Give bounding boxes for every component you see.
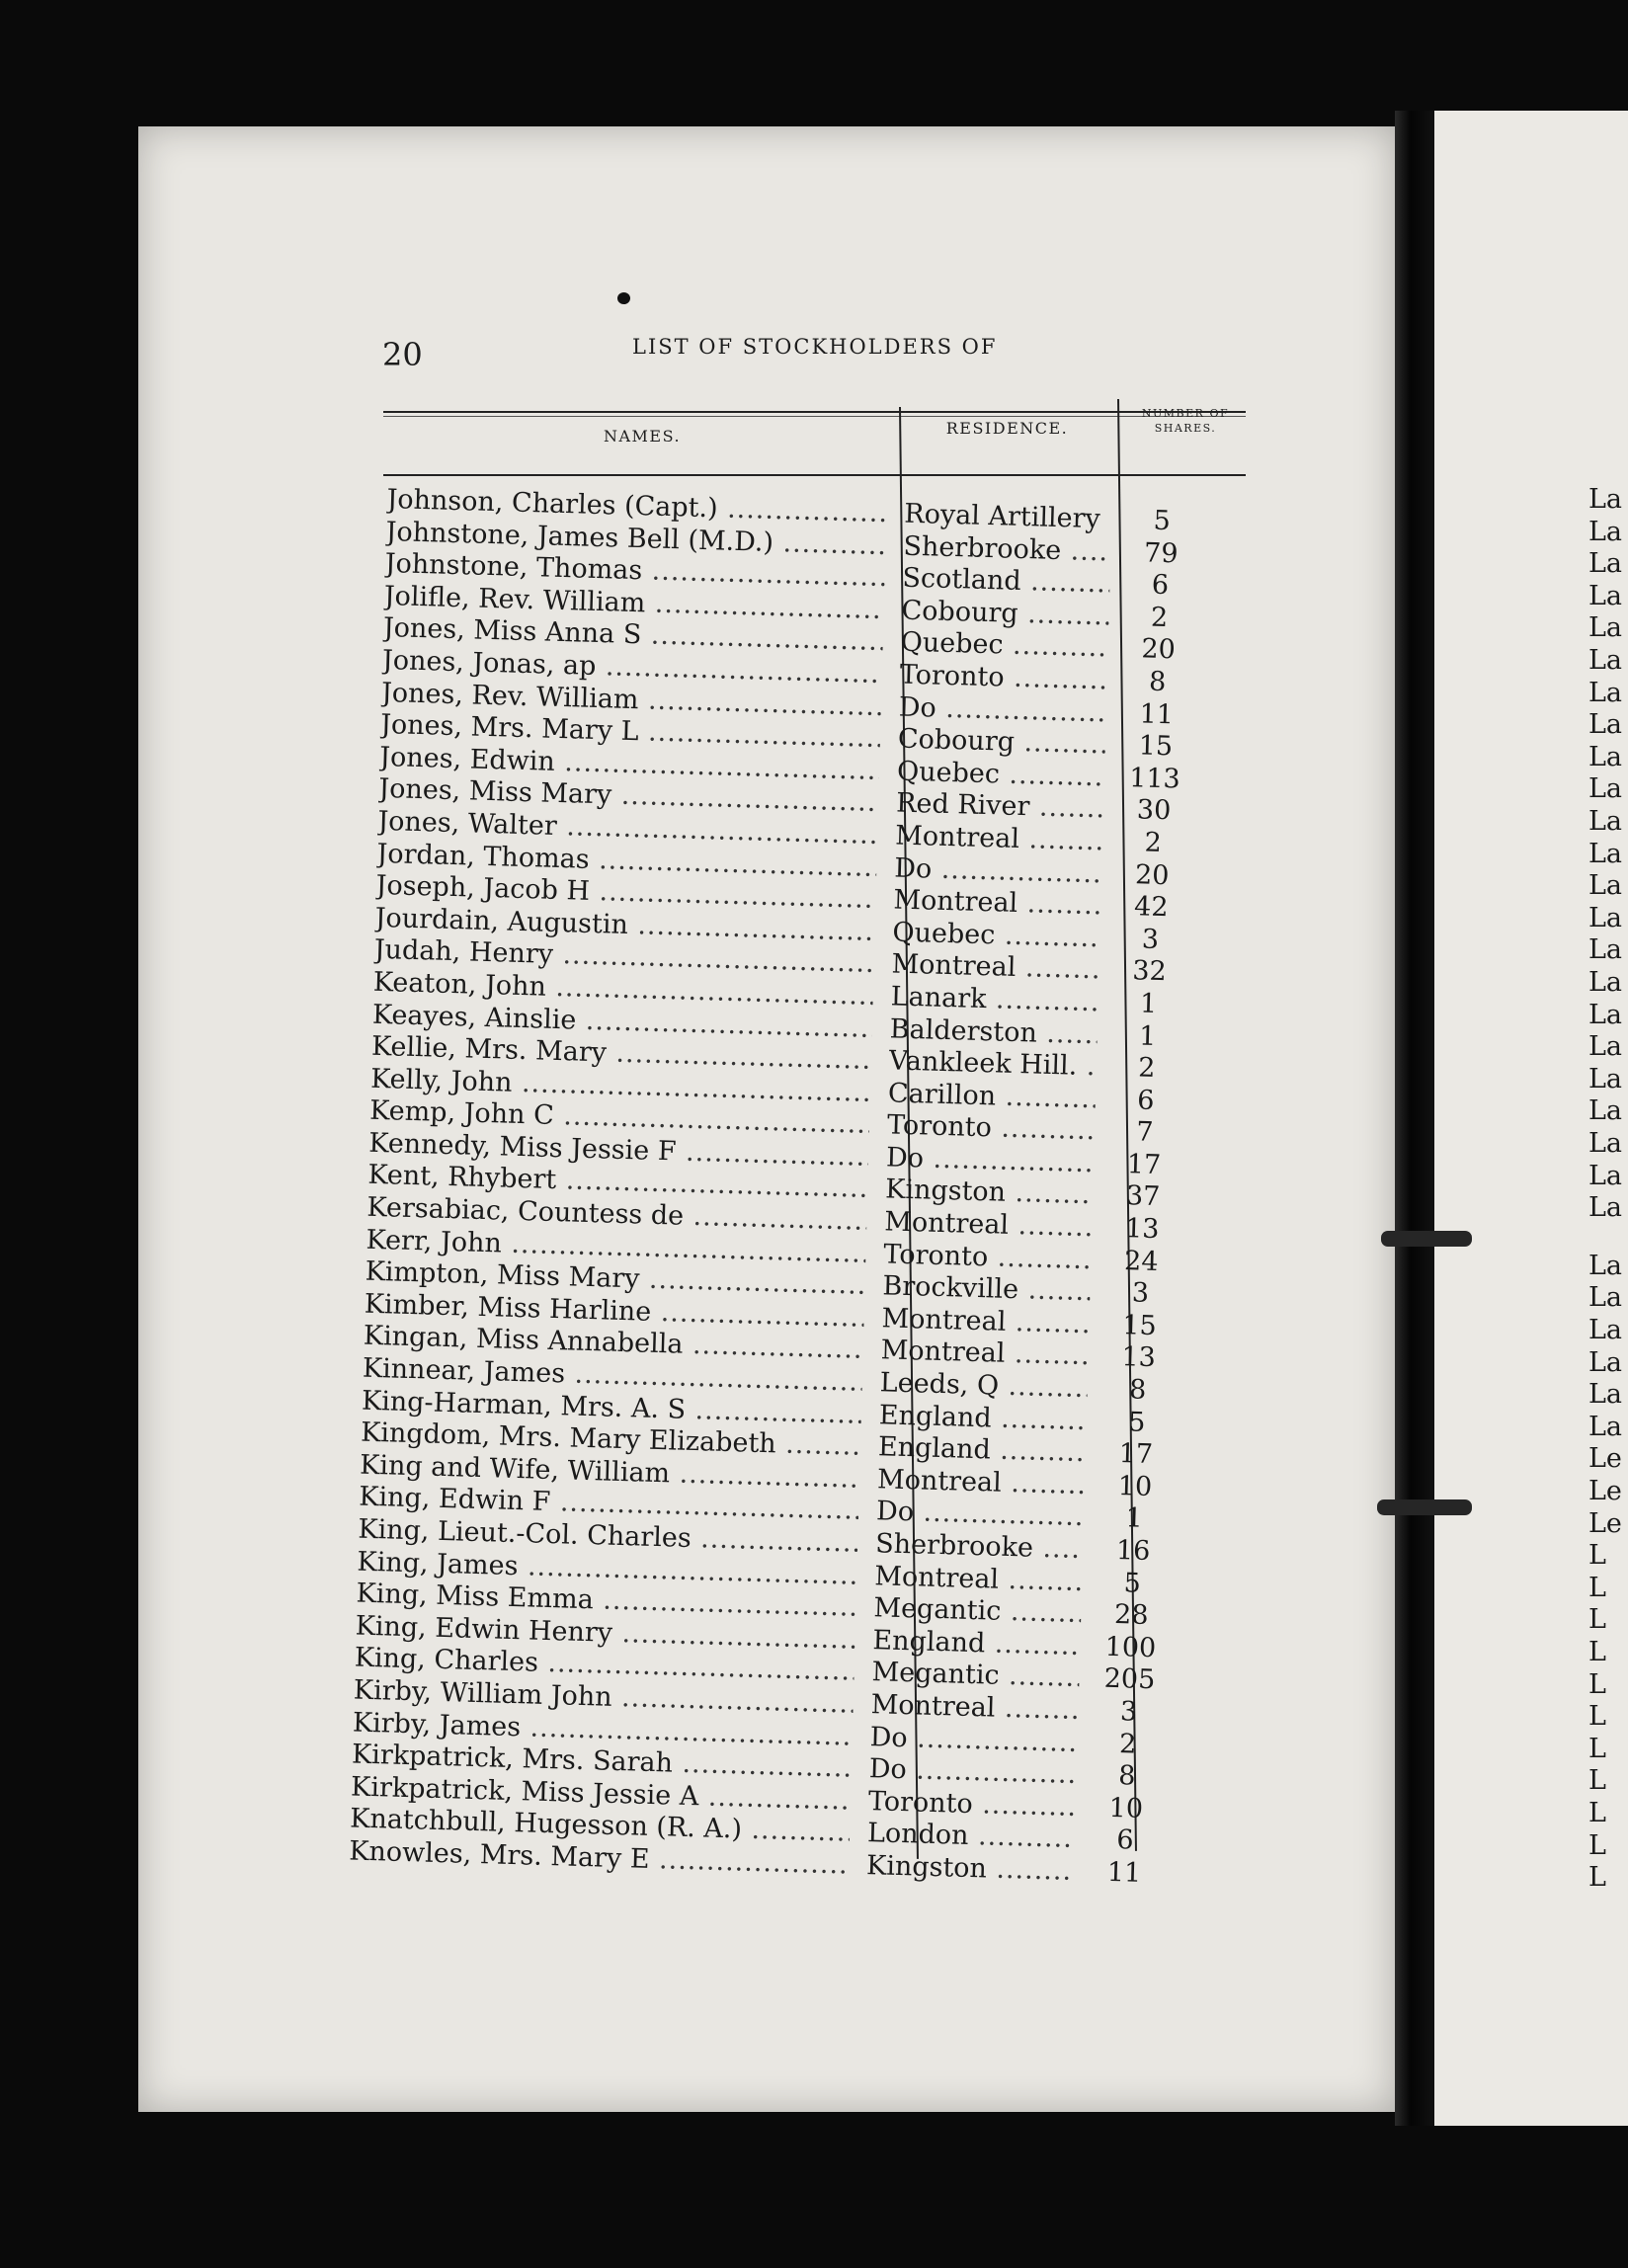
stockholder-name: Johnstone, Thomas ..... [384,548,885,594]
stockholder-name: King-Harman, Mrs. A. S ..... [362,1385,862,1430]
stockholder-shares: 15 [1138,730,1174,763]
right-page-stub: La [1588,1411,1623,1442]
stockholder-name: Kingdom, Mrs. Mary Elizabeth ..... [361,1418,861,1463]
right-page-stub: La [1588,484,1623,515]
right-page-stub: La [1588,1315,1623,1345]
stockholder-shares: 11 [1139,697,1175,730]
stockholder-name: Judah, Henry ..... [373,934,874,980]
stockholder-residence: Montreal ..... [870,1689,1079,1727]
stockholder-name: Keayes, Ainslie ..... [372,999,873,1044]
right-page-stub: La [1588,838,1623,869]
right-page-stub: L [1588,1798,1606,1828]
stockholder-shares: 6 [1151,569,1170,602]
stockholder-residence: Do ..... [894,852,1102,890]
right-page-stub: L [1588,1540,1606,1572]
right-page-stub: La [1588,580,1623,611]
stockholder-name: Kimpton, Miss Mary ..... [365,1256,865,1302]
stockholder-name: Kennedy, Miss Jessie F ..... [368,1128,869,1174]
stockholder-shares: 5 [1123,1567,1142,1599]
column-header-residence: RESIDENCE. [945,419,1069,438]
stockholder-residence: Scotland ..... [902,563,1110,601]
right-page-stub: La [1588,1346,1623,1378]
stockholder-name: Jones, Edwin ..... [379,742,880,787]
stockholder-residence: Do ..... [898,691,1106,729]
stockholder-residence: Megantic ..... [871,1658,1080,1695]
stockholder-name: Johnson, Charles (Capt.) ..... [386,484,887,529]
stockholder-shares: 5 [1153,505,1172,537]
right-page-stub: L [1588,1637,1606,1667]
right-page-stub: Le [1588,1476,1622,1506]
stockholder-residence: Do ..... [876,1497,1085,1534]
column-header-shares-line1: NUMBER OF [1141,407,1230,420]
stockholder-shares: 3 [1141,924,1160,955]
stockholder-shares: 8 [1148,666,1167,698]
stockholder-residence: Toronto ..... [867,1786,1076,1823]
right-page-stub: La [1588,741,1623,772]
stockholder-shares: 6 [1115,1824,1134,1856]
stockholder-name: Kirby, William John ..... [353,1674,854,1720]
stockholder-residence: London ..... [867,1818,1076,1855]
stockholder-name: King, James ..... [357,1546,857,1591]
stockholder-name: Kirkpatrick, Miss Jessie A ..... [351,1771,852,1817]
stockholder-shares: 15 [1121,1309,1158,1341]
stockholder-name: King, Miss Emma ..... [356,1579,856,1624]
ink-spot [617,292,630,304]
right-page-stub: La [1588,806,1623,837]
stockholder-name: Keaton, John ..... [372,967,873,1012]
stockholder-shares: 113 [1128,762,1181,795]
stockholder-shares: 13 [1120,1341,1157,1374]
stockholder-shares: 1 [1138,1019,1157,1052]
stockholder-name: Joseph, Jacob H ..... [375,870,876,916]
right-page-stub: La [1588,934,1623,966]
stockholder-name: Jones, Miss Anna S ..... [382,612,883,658]
stockholder-name: Kersabiac, Countess de ..... [366,1192,867,1238]
right-page-stub: La [1588,1282,1623,1314]
right-page-stub: La [1588,870,1623,902]
stockholder-name: Kirkpatrick, Mrs. Sarah ..... [352,1740,853,1785]
stockholder-residence: Royal Artillery ..... [904,499,1112,536]
stockholder-residence: Red River ..... [896,788,1104,826]
stockholder-shares: 2 [1118,1728,1137,1760]
stockholder-name: Kerr, John ..... [366,1224,866,1269]
stockholder-residence: Montreal ..... [874,1561,1083,1598]
stockholder-name: Jones, Walter ..... [377,806,878,851]
right-page-stub: L [1588,1572,1606,1603]
stockholder-residence: Do ..... [869,1722,1078,1759]
stockholder-name: Knatchbull, Hugesson (R. A.) ..... [350,1804,851,1849]
binding-clip-bottom [1377,1499,1472,1515]
stockholder-name: Jordan, Thomas ..... [376,838,877,883]
stockholder-residence: England ..... [872,1625,1081,1662]
stockholder-residence: Quebec ..... [897,756,1105,793]
stockholder-name: Kingan, Miss Annabella ..... [363,1321,863,1366]
stockholder-residence: Kingston ..... [866,1850,1075,1888]
stockholder-residence: Toronto ..... [883,1239,1092,1276]
header-rule-bottom [383,474,1246,476]
stockholder-residence: Montreal ..... [893,885,1101,923]
right-page-stub: La [1588,1031,1623,1063]
stockholder-name: Kinnear, James ..... [363,1353,863,1399]
column-header-shares [1120,406,1251,436]
right-page-stub: La [1588,677,1623,708]
stockholder-shares: 2 [1137,1052,1156,1085]
header-rule-top-thin [383,416,1246,417]
stockholder-name: Johnstone, James Bell (M.D.) ..... [385,517,886,562]
stockholder-name: Jones, Rev. William ..... [381,677,882,722]
stockholder-name: King, Lieut.-Col. Charles ..... [358,1514,858,1560]
stockholder-shares: 28 [1113,1599,1149,1632]
stockholder-shares: 100 [1104,1631,1157,1663]
stockholder-name: Jones, Mrs. Mary L ..... [380,709,881,755]
stockholder-residence: Quebec ..... [900,627,1108,665]
right-page-stub: La [1588,902,1623,933]
stockholder-shares: 1 [1139,988,1158,1019]
stockholder-residence: Megantic ..... [873,1592,1082,1630]
stockholder-shares: 13 [1124,1213,1160,1246]
column-header-shares-line2: SHARES. [1154,422,1217,435]
stockholder-residence: Sherbrooke ..... [875,1528,1084,1566]
stockholder-shares: 11 [1106,1856,1142,1889]
right-page-stub: Le [1588,1443,1622,1475]
stockholder-shares: 8 [1128,1374,1147,1406]
stockholder-residence: Vankleek Hill. ..... [888,1046,1097,1084]
stockholder-residence: Do ..... [868,1753,1077,1791]
right-page-stub: La [1588,1379,1623,1411]
right-page-stub: La [1588,645,1623,676]
stockholder-residence: Do ..... [886,1142,1095,1179]
stockholder-name: Kemp, John C ..... [369,1095,870,1141]
stockholder-shares: 10 [1117,1470,1153,1502]
right-page-stub: La [1588,1250,1623,1281]
stockholder-shares: 3 [1131,1277,1150,1310]
stockholder-shares: 2 [1150,602,1169,633]
stockholder-residence: Kingston ..... [885,1174,1094,1212]
stockholder-residence: Sherbrooke ..... [903,530,1111,568]
right-page-stub: La [1588,1192,1623,1224]
stockholder-shares: 24 [1123,1245,1159,1277]
right-page-stub: L [1588,1862,1606,1894]
stockholder-name: Jones, Miss Mary ..... [378,773,879,819]
right-page-stub: La [1588,1128,1623,1159]
stockholder-residence: Brockville ..... [882,1271,1091,1309]
right-page-stub: L [1588,1733,1606,1764]
stockholder-shares: 42 [1133,891,1169,924]
page-number: 20 [382,336,423,373]
stockholder-name: Kimber, Miss Harline ..... [364,1289,864,1335]
right-page-stub: La [1588,967,1623,998]
stockholder-shares: 30 [1136,794,1172,827]
stockholder-shares: 20 [1134,858,1170,891]
right-page-stub: La [1588,1095,1623,1127]
stockholder-name: Jourdain, Augustin ..... [374,903,875,948]
stockholder-residence: Toronto ..... [899,660,1107,697]
binding-clip-top [1381,1231,1472,1247]
stockholder-shares: 2 [1144,827,1163,858]
stockholder-shares: 8 [1117,1760,1136,1792]
stockholder-residence: Montreal ..... [881,1303,1090,1340]
stockholder-shares: 20 [1141,633,1177,666]
stockholder-shares: 79 [1143,537,1179,569]
stockholder-residence: Toronto ..... [887,1110,1096,1148]
stockholder-residence: Cobourg ..... [898,724,1106,762]
right-page-stub: La [1588,1160,1623,1191]
stockholder-residence: Balderston ..... [889,1013,1098,1051]
stockholder-name: King, Edwin F ..... [359,1482,859,1527]
stockholder-shares: 3 [1119,1696,1138,1728]
stockholder-name: King, Charles ..... [354,1643,855,1688]
stockholder-name: Kirby, James ..... [353,1707,854,1752]
stockholder-name: King, Edwin Henry ..... [355,1610,855,1656]
right-page-stub: L [1588,1829,1606,1861]
stockholder-residence: Lanark ..... [890,981,1099,1018]
right-page-stub: L [1588,1604,1606,1636]
stockholder-residence: Quebec ..... [892,917,1100,954]
stockholder-residence: Leeds, Q ..... [879,1367,1088,1405]
stockholder-name: Jolifle, Rev. William ..... [383,581,884,626]
running-title: LIST OF STOCKHOLDERS OF [632,335,998,359]
right-page-stub: L [1588,1701,1606,1733]
stockholder-shares: 6 [1136,1085,1155,1116]
right-page-stub: La [1588,999,1623,1030]
stockholder-name: Knowles, Mrs. Mary E ..... [349,1835,850,1881]
stockholder-residence: England ..... [878,1400,1087,1437]
stockholder-shares: 205 [1103,1663,1156,1696]
stockholder-shares: 5 [1127,1406,1146,1438]
column-header-names: NAMES. [603,427,682,446]
stockholder-name: Kelly, John ..... [370,1063,871,1108]
right-page-stub: La [1588,773,1623,805]
right-page-stub: Le [1588,1507,1622,1539]
stockholder-residence: Montreal ..... [877,1464,1086,1501]
stockholder-residence: Carillon ..... [888,1078,1097,1115]
stockholder-residence: England ..... [878,1431,1087,1469]
right-page-stub: L [1588,1668,1606,1700]
stockholder-shares: 17 [1126,1149,1162,1181]
right-page-stub: La [1588,516,1623,547]
stockholder-name: Kent, Rhybert ..... [367,1160,868,1205]
right-page-stub: La [1588,709,1623,741]
right-page-stub: La [1588,1063,1623,1094]
stockholder-name: King and Wife, William ..... [360,1449,860,1495]
stockholder-shares: 1 [1125,1502,1144,1535]
stockholder-name: Jones, Jonas, ap ..... [382,645,883,690]
right-page-stub: L [1588,1765,1606,1797]
stockholder-shares: 17 [1118,1438,1154,1471]
stockholder-shares: 10 [1108,1792,1144,1824]
header-rule-top [383,411,1246,413]
right-page-stub: La [1588,612,1623,644]
right-page-stub: La [1588,548,1623,580]
stockholder-residence: Montreal ..... [884,1206,1093,1244]
stockholder-residence: Montreal ..... [895,820,1103,857]
stockholder-list [349,484,1257,1893]
stockholder-shares: 37 [1125,1180,1161,1213]
stockholder-shares: 16 [1115,1535,1151,1567]
stockholder-name: Kellie, Mrs. Mary ..... [371,1031,872,1077]
stockholder-residence: Cobourg ..... [901,595,1109,632]
book-gutter [1395,111,1434,2126]
stockholder-residence: Montreal ..... [891,949,1099,987]
stockholder-shares: 32 [1131,955,1168,988]
stockholder-residence: Montreal ..... [880,1336,1089,1373]
stockholder-shares: 7 [1135,1116,1154,1149]
